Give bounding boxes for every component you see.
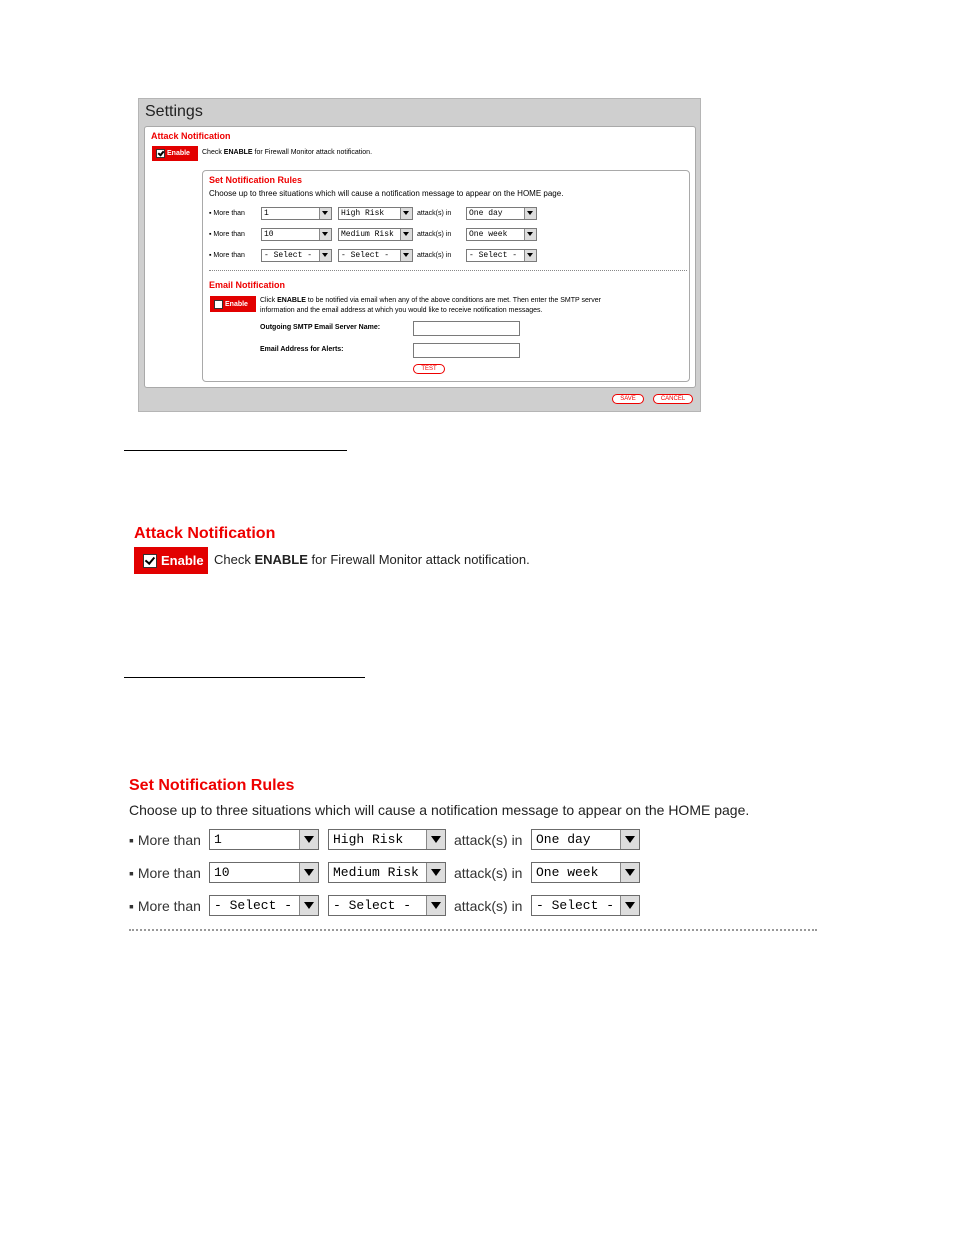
- zoom-rule-2-period-value: One week: [536, 865, 599, 880]
- attack-enable-checkbox[interactable]: [156, 149, 165, 158]
- rules-description: Choose up to three situations which will cause a notification message to appear on the HOME page.: [209, 189, 564, 198]
- email-desc-line2: information and the email address at which you would like to receive notification messages.: [260, 307, 543, 314]
- zoom-desc-suffix: for Firewall Monitor attack notification.: [307, 552, 530, 567]
- chevron-down-icon: [319, 208, 331, 219]
- settings-panel: [138, 98, 701, 412]
- zoom-rule-2-period-select[interactable]: [531, 862, 640, 883]
- zoom-divider: [129, 929, 817, 931]
- rule-1-risk-select[interactable]: [338, 207, 413, 220]
- email-desc-bold: ENABLE: [277, 297, 306, 304]
- zoom-rule-1-period-value: One day: [536, 832, 591, 847]
- zoom-rules-description: Choose up to three situations which will cause a notification message to appear on the HOME page.: [129, 802, 750, 818]
- rule-1-count-select[interactable]: [261, 207, 332, 220]
- attack-notification-description: [202, 149, 372, 156]
- zoom-rule-2-attacks-in: attack(s) in: [454, 865, 523, 881]
- divider: [209, 270, 687, 271]
- rule-1-period-select[interactable]: [466, 207, 537, 220]
- chevron-down-icon: [426, 830, 445, 849]
- email-notification-title: Email Notification: [209, 280, 286, 290]
- chevron-down-icon: [400, 229, 412, 240]
- zoom-rule-1-risk-select[interactable]: [328, 829, 446, 850]
- attack-enable-label: Enable: [167, 150, 190, 157]
- rule-3-risk-select[interactable]: [338, 249, 413, 262]
- save-button[interactable]: SAVE: [612, 394, 644, 404]
- rule-3-attacks-in: attack(s) in: [417, 252, 452, 259]
- chevron-down-icon: [524, 208, 536, 219]
- section-heading-line: [124, 677, 365, 678]
- zoom-attack-enable-toggle[interactable]: [134, 547, 208, 574]
- rule-3-period-select[interactable]: [466, 249, 537, 262]
- rule-1-more-than: ▪ More than: [209, 210, 245, 217]
- email-enable-checkbox[interactable]: [214, 300, 223, 309]
- zoom-rule-1-count-select[interactable]: [209, 829, 319, 850]
- email-desc-prefix: Click: [260, 297, 278, 304]
- rule-1-attacks-in: attack(s) in: [417, 210, 452, 217]
- chevron-down-icon: [620, 863, 639, 882]
- zoom-rule-3-risk-value: - Select -: [333, 898, 412, 913]
- zoom-rule-3-period-value: - Select -: [536, 898, 615, 913]
- rule-1-period-value: One day: [469, 209, 503, 218]
- rule-3-count-value: - Select -: [264, 251, 313, 260]
- rule-2-attacks-in: attack(s) in: [417, 231, 452, 238]
- zoom-rule-1-attacks-in: attack(s) in: [454, 832, 523, 848]
- rule-3-more-than: ▪ More than: [209, 252, 245, 259]
- zoom-desc-bold: ENABLE: [254, 552, 308, 567]
- rule-3-risk-value: - Select -: [341, 251, 390, 260]
- zoom-rule-2-count-select[interactable]: [209, 862, 319, 883]
- zoom-attack-enable-label: Enable: [161, 553, 204, 568]
- zoom-rule-2-risk-select[interactable]: [328, 862, 446, 883]
- chevron-down-icon: [620, 896, 639, 915]
- zoom-rule-3-count-select[interactable]: [209, 895, 319, 916]
- chevron-down-icon: [426, 896, 445, 915]
- rule-3-period-value: - Select -: [469, 251, 518, 260]
- rule-1-count-value: 1: [264, 209, 269, 218]
- zoom-rule-3-attacks-in: attack(s) in: [454, 898, 523, 914]
- rule-2-risk-value: Medium Risk: [341, 230, 394, 239]
- chevron-down-icon: [319, 250, 331, 261]
- chevron-down-icon: [620, 830, 639, 849]
- desc-suffix: for Firewall Monitor attack notification.: [252, 149, 373, 156]
- page-title: Settings: [145, 103, 203, 120]
- rule-2-count-value: 10: [264, 230, 274, 239]
- zoom-attack-title: Attack Notification: [134, 525, 276, 542]
- rule-3-count-select[interactable]: [261, 249, 332, 262]
- settings-form: [144, 126, 696, 388]
- zoom-rules-title: Set Notification Rules: [129, 777, 295, 794]
- desc-prefix: Check: [202, 149, 224, 156]
- zoom-rule-1-count-value: 1: [214, 832, 222, 847]
- attack-notification-title: Attack Notification: [151, 131, 231, 141]
- chevron-down-icon: [400, 250, 412, 261]
- email-enable-toggle[interactable]: [210, 296, 256, 312]
- chevron-down-icon: [299, 830, 318, 849]
- section-heading-line: [124, 450, 347, 451]
- zoom-rule-3-more-than: ▪ More than: [129, 898, 201, 914]
- rule-1-risk-value: High Risk: [341, 209, 385, 218]
- zoom-rule-1-more-than: ▪ More than: [129, 832, 201, 848]
- zoom-desc-prefix: Check: [214, 552, 255, 567]
- zoom-rule-1-period-select[interactable]: [531, 829, 640, 850]
- smtp-server-input[interactable]: [413, 321, 520, 336]
- email-notification-description: [260, 296, 601, 316]
- rule-2-count-select[interactable]: [261, 228, 332, 241]
- cancel-button[interactable]: CANCEL: [653, 394, 693, 404]
- zoom-attack-enable-checkbox[interactable]: [143, 554, 157, 568]
- zoom-rule-3-count-value: - Select -: [214, 898, 293, 913]
- rules-title: Set Notification Rules: [209, 175, 303, 185]
- zoom-attack-description: [214, 552, 530, 567]
- rule-2-risk-select[interactable]: [338, 228, 413, 241]
- chevron-down-icon: [319, 229, 331, 240]
- zoom-rule-2-risk-value: Medium Risk: [333, 865, 419, 880]
- email-desc-line1: to be notified via email when any of the above conditions are met. Then enter the SMTP server: [305, 297, 601, 304]
- chevron-down-icon: [299, 863, 318, 882]
- notification-rules-box: [202, 170, 690, 382]
- zoom-rule-2-more-than: ▪ More than: [129, 865, 201, 881]
- zoom-rule-3-period-select[interactable]: [531, 895, 640, 916]
- zoom-rule-2-count-value: 10: [214, 865, 230, 880]
- zoom-rule-1-risk-value: High Risk: [333, 832, 404, 847]
- chevron-down-icon: [400, 208, 412, 219]
- zoom-rule-3-risk-select[interactable]: [328, 895, 446, 916]
- desc-bold: ENABLE: [223, 149, 253, 156]
- chevron-down-icon: [426, 863, 445, 882]
- rule-2-more-than: ▪ More than: [209, 231, 245, 238]
- email-enable-label: Enable: [225, 300, 248, 308]
- rule-2-period-value: One week: [469, 230, 508, 239]
- chevron-down-icon: [524, 229, 536, 240]
- email-address-input[interactable]: [413, 343, 520, 358]
- chevron-down-icon: [299, 896, 318, 915]
- rule-2-period-select[interactable]: [466, 228, 537, 241]
- chevron-down-icon: [524, 250, 536, 261]
- attack-enable-toggle[interactable]: [152, 146, 198, 161]
- smtp-label: Outgoing SMTP Email Server Name:: [260, 324, 381, 331]
- email-address-label: Email Address for Alerts:: [260, 346, 344, 353]
- test-button[interactable]: TEST: [413, 364, 445, 374]
